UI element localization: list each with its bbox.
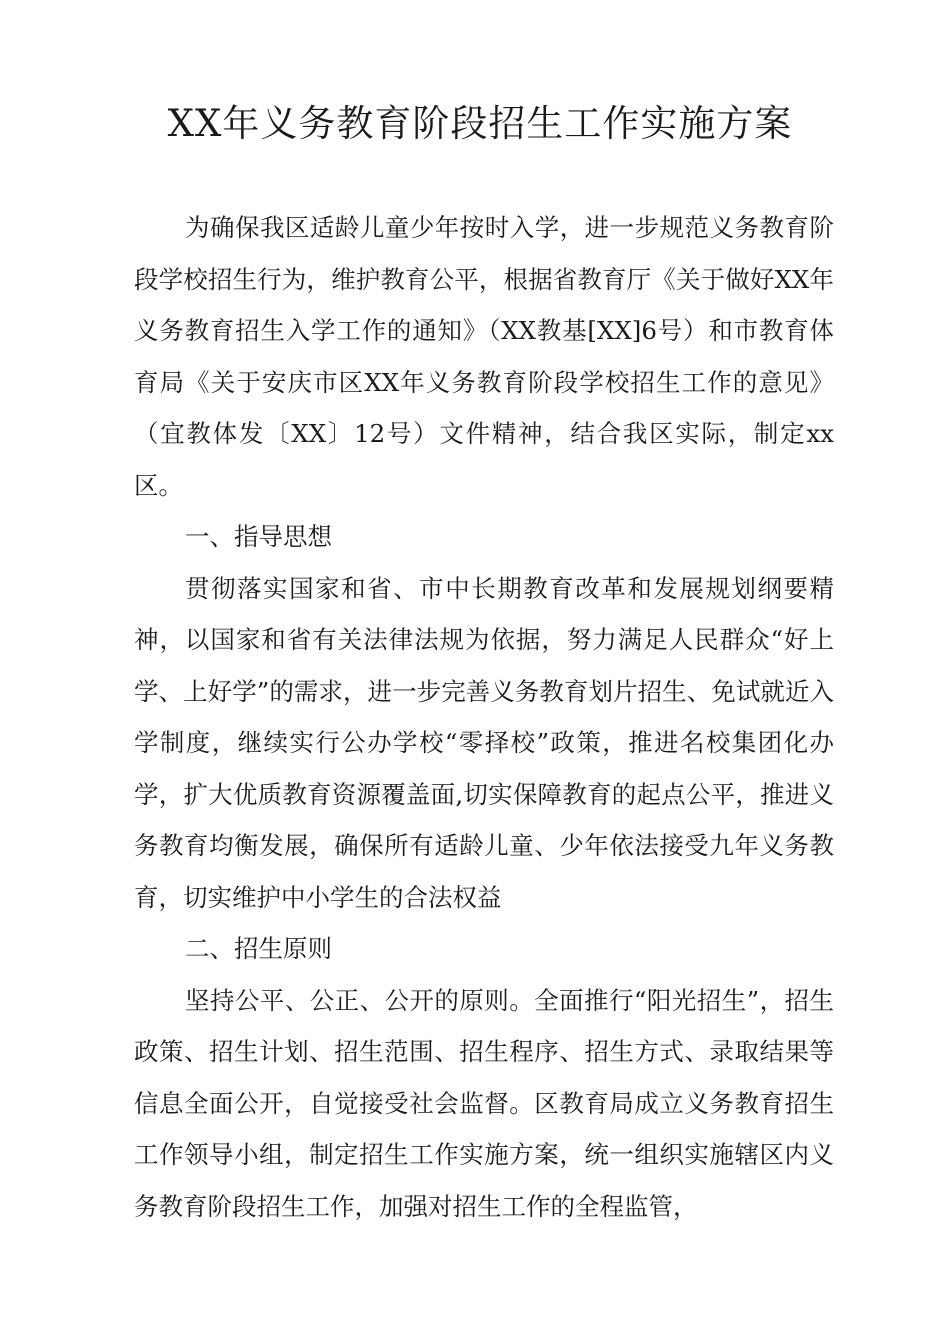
document-body [134, 202, 834, 1232]
section-heading-enrollment-principles: 二、招生原则 [185, 934, 332, 963]
section-heading-guiding-ideology: 一、指导思想 [185, 522, 332, 551]
enrollment-principles-paragraph: 坚持公平、公正、公开的原则。全面推行“阳光招生”，招生政策、招生计划、招生范围、招生程序、招生方式、录取结果等信息全面公开，自觉接受社会监督。区教育局成立义务教育招生工作领导小组，制定招生工作实施方案，统一组织实施辖区内义务教育阶段招生工作，加强对招生工作的全程监管， [134, 985, 834, 1221]
intro-paragraph: 为确保我区适龄儿童少年按时入学，进一步规范义务教育阶段学校招生行为，维护教育公平，根据省教育厅《关于做好XX年义务教育招生入学工作的通知》（XX教基[XX]6号）和市教育体育局《关于安庆市区XX年义务教育阶段学校招生工作的意见》（宜教体发〔XX〕12号）文件精神，结合我区实际，制定xx区。 [134, 213, 834, 500]
guiding-ideology-paragraph: 贯彻落实国家和省、市中长期教育改革和发展规划纲要精神，以国家和省有关法律法规为依据，努力满足人民群众“好上学、上好学”的需求，进一步完善义务教育划片招生、免试就近入学制度，继续实行公办学校“零择校”政策，推进名校集团化办学，扩大优质教育资源覆盖面,切实保障教育的起点公平，推进义务教育均衡发展，确保所有适龄儿童、少年依法接受九年义务教育，切实维护中小学生的合法权益 [134, 573, 834, 912]
document-title: XX年义务教育阶段招生工作实施方案 [167, 102, 793, 145]
